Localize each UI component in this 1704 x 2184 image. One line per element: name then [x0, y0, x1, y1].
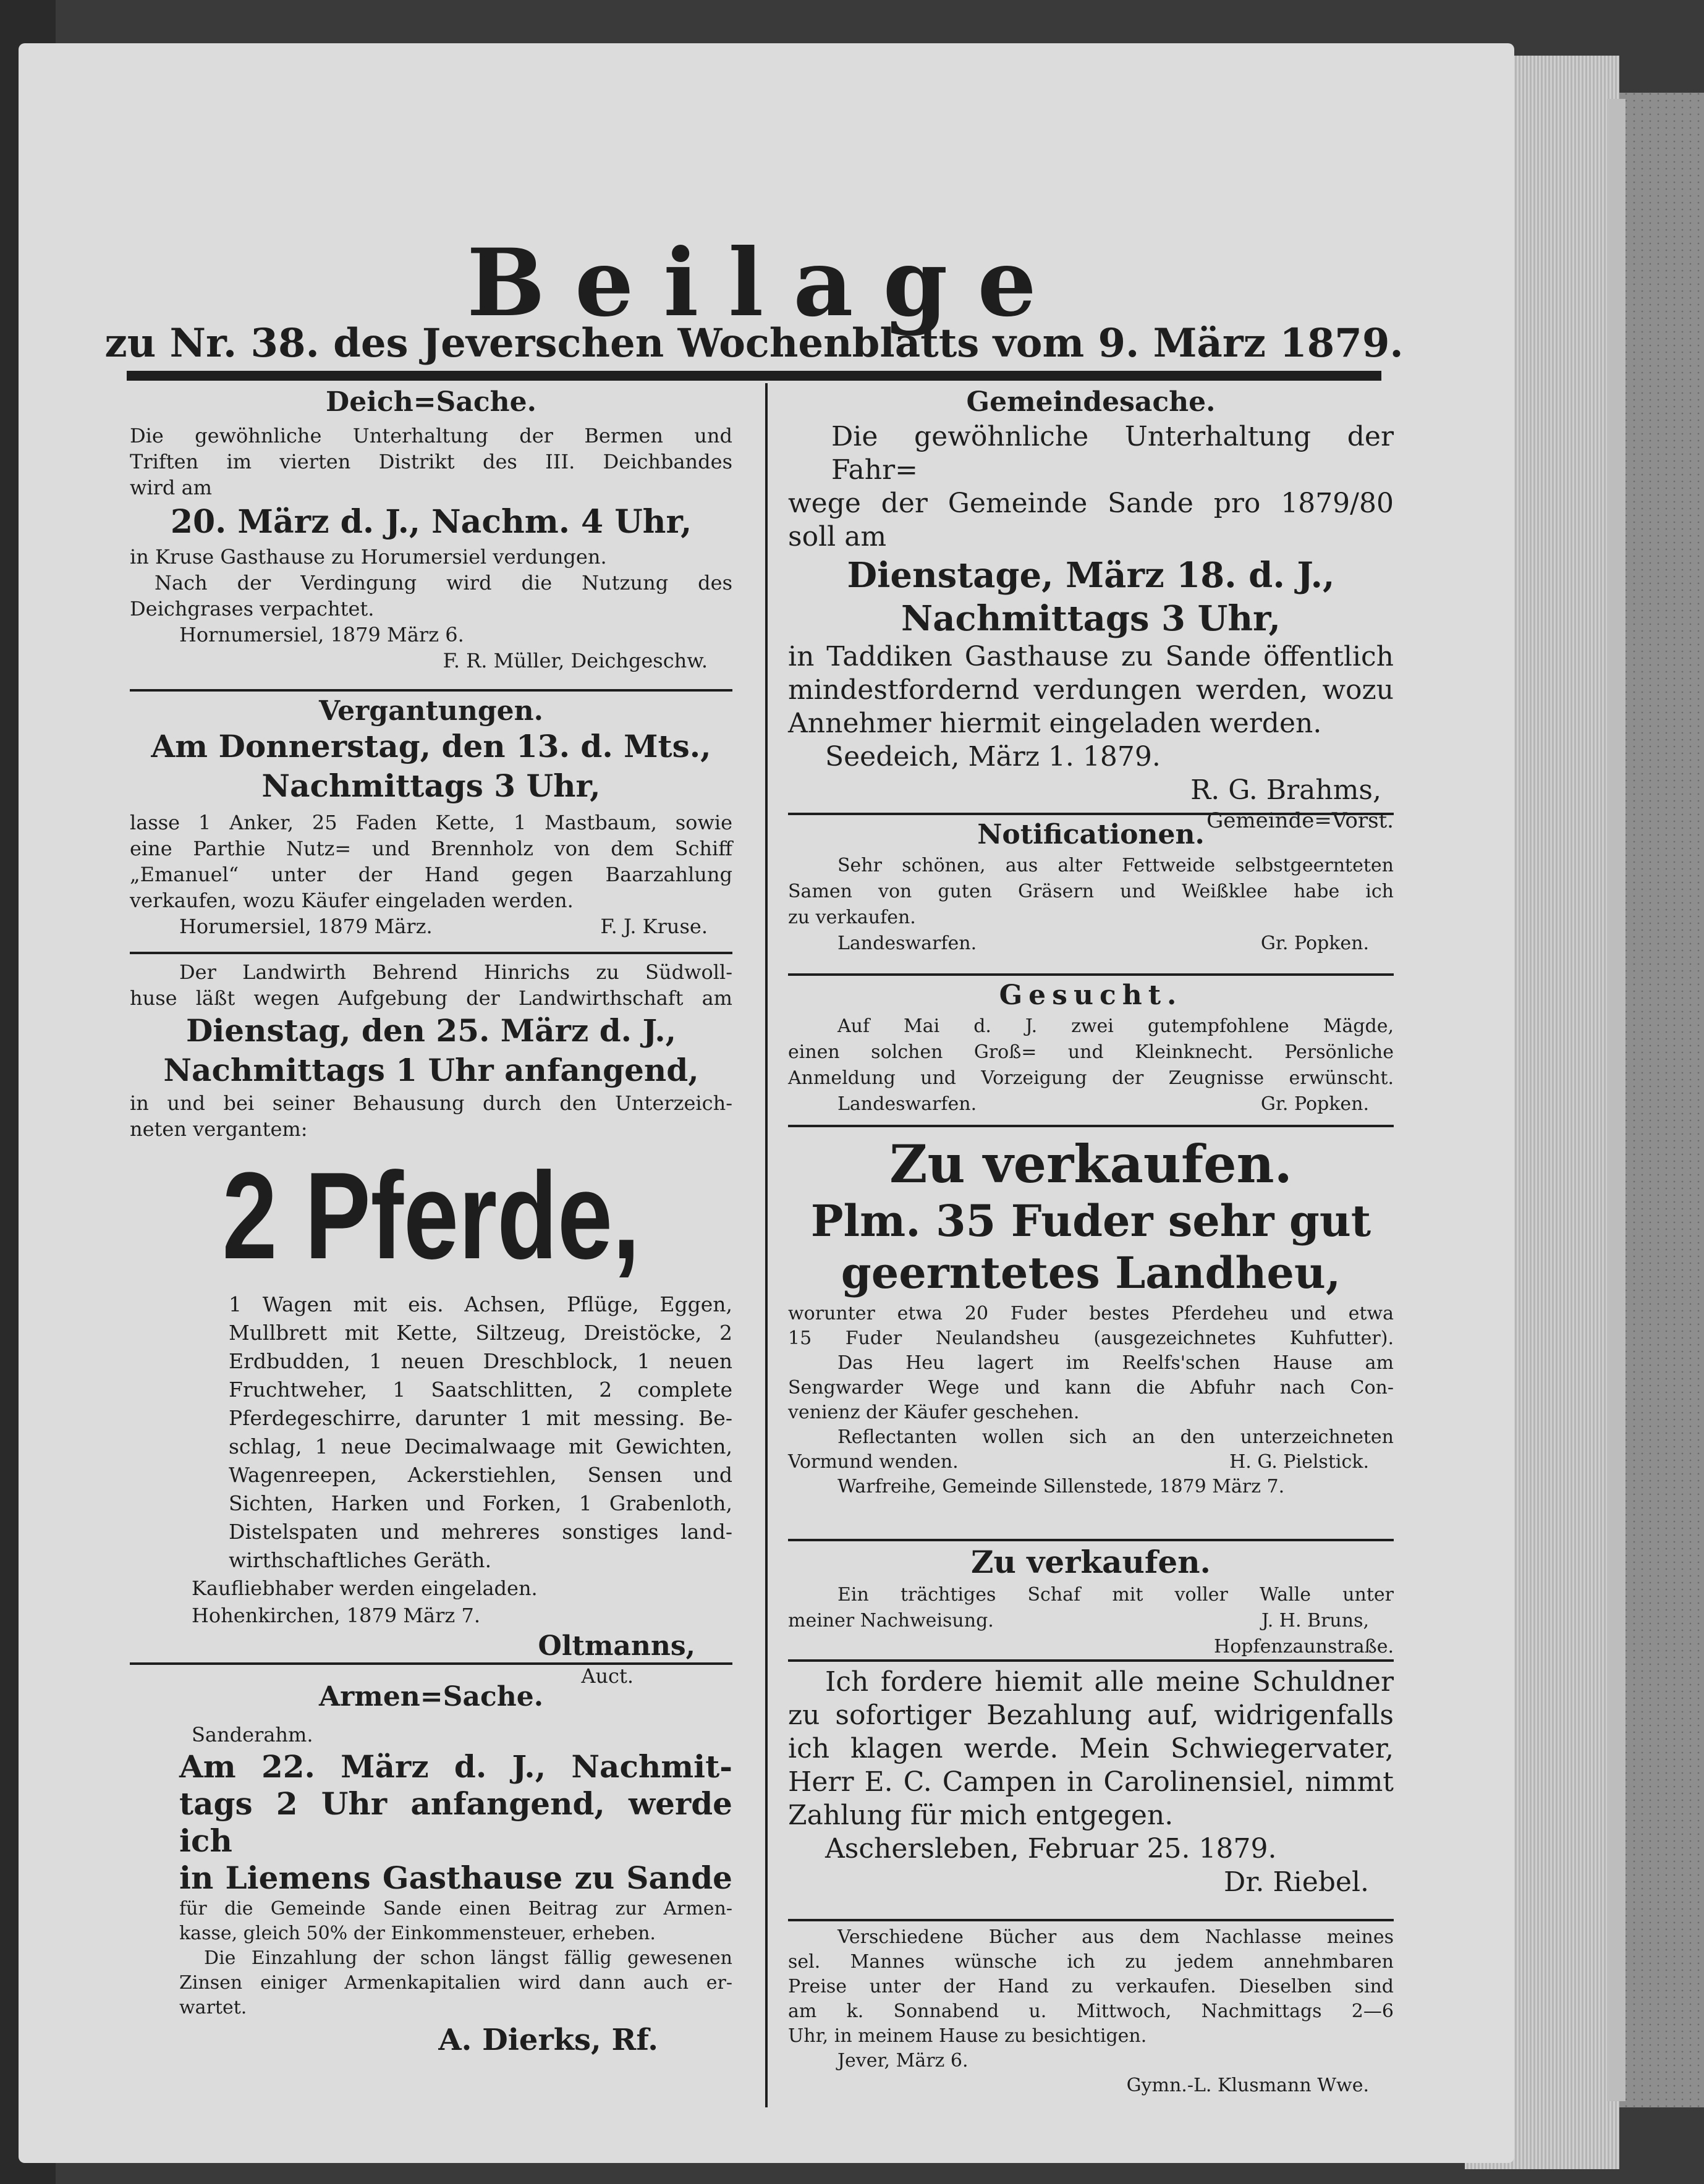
emphasis-line: Plm. 35 Fuder sehr gut [810, 1195, 1371, 1246]
notice-heading: Vergantungen. [319, 695, 543, 727]
text-line: Herr E. C. Campen in Carolinensiel, nimmt [788, 1766, 1394, 1798]
text-line: eine Parthie Nutz= und Brennholz von dem Schiff [130, 837, 732, 860]
item-line: Mullbrett mit Kette, Siltzeug, Dreistöcke, 2 [229, 1321, 732, 1345]
signature: F. J. Kruse. [600, 915, 708, 938]
notice-gemeinde [788, 386, 1394, 834]
notice-heading: Zu verkaufen. [889, 1133, 1292, 1195]
notice-heading: Notificationen. [977, 819, 1205, 850]
signature: F. R. Müller, Deichgeschw. [443, 649, 708, 672]
item-line: schlag, 1 neue Decimalwaage mit Gewichten, [229, 1434, 732, 1458]
text-line: sel. Mannes wünsche ich zu jedem annehmbaren [788, 1951, 1394, 1973]
cover-highlight [1607, 99, 1626, 2101]
text-line: zu verkaufen. [788, 907, 916, 928]
text-line: Kaufliebhaber werden eingeladen. [192, 1577, 538, 1600]
notice-heading: Armen=Sache. [318, 1681, 544, 1712]
emphasis-line: in Liemens Gasthause zu Sande [179, 1860, 732, 1896]
text-line: soll am [788, 521, 887, 552]
text-line: Preise unter der Hand zu verkaufen. Dieselben sind [788, 1976, 1394, 1997]
place-date: Landeswarfen. [837, 933, 977, 954]
text-line: wartet. [179, 1997, 247, 2018]
text-line: Vormund wenden. [788, 1451, 959, 1473]
text-line: Deichgrases verpachtet. [130, 597, 375, 620]
notice-time: Nachmittags 3 Uhr, [901, 598, 1281, 639]
notice-date: Dienstage, März 18. d. J., [847, 555, 1335, 596]
text-line: lasse 1 Anker, 25 Faden Kette, 1 Mastbaum, sowie [130, 811, 732, 834]
notice-deich [130, 386, 732, 674]
text-line: Die gewöhnliche Unterhaltung der Bermen und [130, 424, 732, 447]
text-line: kasse, gleich 50% der Einkommensteuer, erheben. [179, 1923, 656, 1944]
item-line: Wagenreepen, Ackerstiehlen, Sensen und [229, 1463, 732, 1487]
notice-zu-verkaufen-heu [788, 1125, 1394, 1499]
signature: Gymn.-L. Klusmann Wwe. [1126, 2075, 1369, 2096]
text-line: Annehmer hiermit eingeladen werden. [788, 708, 1322, 739]
text-line: wege der Gemeinde Sande pro 1879/80 [788, 488, 1394, 519]
item-line: Sichten, Harken und Forken, 1 Grabenloth, [229, 1491, 732, 1515]
emphasis-line: Am 22. März d. J., Nachmit- [179, 1748, 732, 1785]
text-line: mindestfordernd verdungen werden, wozu [788, 674, 1394, 706]
text-line: Die Einzahlung der schon längst fällig gewesenen [204, 1947, 732, 1969]
text-line: 15 Fuder Neulandsheu (ausgezeichnetes Kuhfutter). [788, 1327, 1394, 1349]
highlight-two-horses: 2 Pferde, [222, 1147, 640, 1285]
right-column [788, 386, 1394, 2096]
notice-heading: Gesucht. [999, 980, 1183, 1011]
text-line: Anmeldung und Vorzeigung der Zeugnisse erwünscht. [788, 1067, 1394, 1089]
text-line: worunter etwa 20 Fuder bestes Pferdeheu und etwa [788, 1303, 1394, 1324]
text-line: Ich fordere hiemit alle meine Schuldner [825, 1666, 1394, 1698]
notice-date: Am Donnerstag, den 13. d. Mts., [151, 728, 711, 764]
signature: Oltmanns, [538, 1630, 695, 1662]
signature: R. G. Brahms, [1190, 774, 1381, 806]
emphasis-line: geerntetes Landheu, [841, 1247, 1341, 1298]
place-date: Hornumersiel, 1879 März 6. [179, 623, 464, 646]
signature: Gr. Popken. [1260, 1093, 1369, 1115]
place-date: Warfreihe, Gemeinde Sillenstede, 1879 März 7. [837, 1476, 1285, 1497]
notice-time: Nachmittags 3 Uhr, [261, 768, 601, 804]
signature: Dr. Riebel. [1224, 1866, 1369, 1898]
signature-title: Auct. [581, 1664, 634, 1688]
header-rule [127, 371, 1381, 381]
notice-heading: Zu verkaufen. [971, 1544, 1211, 1580]
place-date: Aschersleben, Februar 25. 1879. [825, 1833, 1277, 1864]
place-name: Sanderahm. [192, 1723, 313, 1746]
text-line: Das Heu lagert im Reelfs'schen Hause am [837, 1352, 1394, 1374]
notice-date: 20. März d. J., Nachm. 4 Uhr, [170, 503, 692, 541]
notice-gesucht [788, 973, 1394, 1117]
signature: H. G. Pielstick. [1229, 1451, 1369, 1473]
text-line: ich klagen werde. Mein Schwiegervater, [788, 1733, 1394, 1764]
text-line: Ein trächtiges Schaf mit voller Walle unter [837, 1584, 1394, 1606]
text-line: Zahlung für mich entgegen. [788, 1800, 1174, 1831]
place-date: Seedeich, März 1. 1879. [825, 741, 1161, 772]
text-line: Sengwarder Wege und kann die Abfuhr nach Con- [788, 1377, 1394, 1399]
text-line: venienz der Käufer geschehen. [788, 1402, 1080, 1423]
text-line: Nach der Verdingung wird die Nutzung des [155, 571, 732, 595]
emphasis-line: tags 2 Uhr anfangend, werde ich [179, 1785, 732, 1859]
left-column [130, 386, 732, 2092]
item-line: Fruchtweher, 1 Saatschlitten, 2 complete [229, 1378, 732, 1402]
text-line: Triften im vierten Distrikt des III. Deichbandes [130, 450, 732, 473]
signature: J. H. Bruns, [1261, 1610, 1369, 1632]
text-line: Sehr schönen, aus alter Fettweide selbstgeernteten [837, 855, 1394, 876]
text-line: am k. Sonnabend u. Mittwoch, Nachmittags 2—6 [788, 2000, 1394, 2022]
text-line: Auf Mai d. J. zwei gutempfohlene Mägde, [837, 1015, 1394, 1037]
text-line: Verschiedene Bücher aus dem Nachlasse meines [837, 1926, 1394, 1948]
item-line: 1 Wagen mit eis. Achsen, Pflüge, Eggen, [229, 1292, 732, 1316]
notice-heading: Deich=Sache. [326, 386, 536, 418]
notice-landwirth [130, 952, 732, 1688]
item-line: Distelspaten und mehreres sonstiges land- [229, 1520, 732, 1544]
notice-vergantungen [130, 689, 732, 939]
text-line: huse läßt wegen Aufgebung der Landwirthschaft am [130, 986, 732, 1010]
text-line: in Kruse Gasthause zu Horumersiel verdungen. [130, 545, 607, 569]
place-date: Landeswarfen. [837, 1093, 977, 1115]
place-date: Horumersiel, 1879 März. [179, 915, 433, 938]
notice-schuldner [788, 1659, 1394, 1899]
text-line: meiner Nachweisung. [788, 1610, 994, 1632]
notice-time: Nachmittags 1 Uhr anfangend, [163, 1052, 699, 1088]
text-line: für die Gemeinde Sande einen Beitrag zur Armen- [179, 1898, 732, 1919]
item-line: Pferdegeschirre, darunter 1 mit messing. Be- [229, 1406, 732, 1430]
notice-heading: Gemeindesache. [966, 386, 1216, 418]
notice-date: Dienstag, den 25. März d. J., [185, 1012, 677, 1049]
notice-zu-verkaufen-schaf [788, 1539, 1394, 1660]
text-line: Uhr, in meinem Hause zu besichtigen. [788, 2025, 1147, 2047]
text-line: Zinsen einiger Armenkapitalien wird dann auch er- [179, 1972, 732, 1994]
text-line: verkaufen, wozu Käufer eingeladen werden. [130, 889, 574, 912]
text-line: Samen von guten Gräsern und Weißklee habe ich [788, 881, 1394, 902]
notice-buecher [788, 1919, 1394, 2098]
supplement-title: Beilage [467, 229, 1066, 337]
signature: Gr. Popken. [1260, 933, 1369, 954]
place-date: Hohenkirchen, 1879 März 7. [192, 1604, 480, 1627]
notice-armen [130, 1662, 732, 2060]
text-line: in und bei seiner Behausung durch den Unterzeich- [130, 1091, 732, 1115]
text-line: einen solchen Groß= und Kleinknecht. Persönliche [788, 1041, 1394, 1063]
notice-notificationen [788, 813, 1394, 957]
item-line: Erdbudden, 1 neuen Dreschblock, 1 neuen [229, 1349, 732, 1373]
text-line: in Taddiken Gasthause zu Sande öffentlich [788, 641, 1394, 672]
place-date: Jever, März 6. [837, 2050, 969, 2072]
text-line: Reflectanten wollen sich an den unterzeichneten [837, 1426, 1394, 1448]
item-line: wirthschaftliches Geräth. [229, 1548, 492, 1572]
newspaper-page [19, 43, 1514, 2163]
text-line: zu sofortiger Bezahlung auf, widrigenfalls [788, 1699, 1394, 1731]
signature-title: Gemeinde=Vorst. [1206, 808, 1394, 833]
text-line: Der Landwirth Behrend Hinrichs zu Südwoll- [179, 960, 732, 984]
text-line: neten vergantem: [130, 1117, 308, 1141]
supplement-subtitle: zu Nr. 38. des Jeverschen Wochenblatts vom 9. März 1879. [104, 320, 1404, 366]
column-divider [765, 383, 768, 2107]
signature-address: Hopfenzaunstraße. [1214, 1636, 1394, 1657]
text-line: wird am [130, 476, 212, 499]
text-line: Die gewöhnliche Unterhaltung der Fahr= [831, 421, 1394, 486]
text-line: „Emanuel“ unter der Hand gegen Baarzahlung [130, 863, 732, 886]
signature: A. Dierks, Rf. [438, 2023, 658, 2057]
